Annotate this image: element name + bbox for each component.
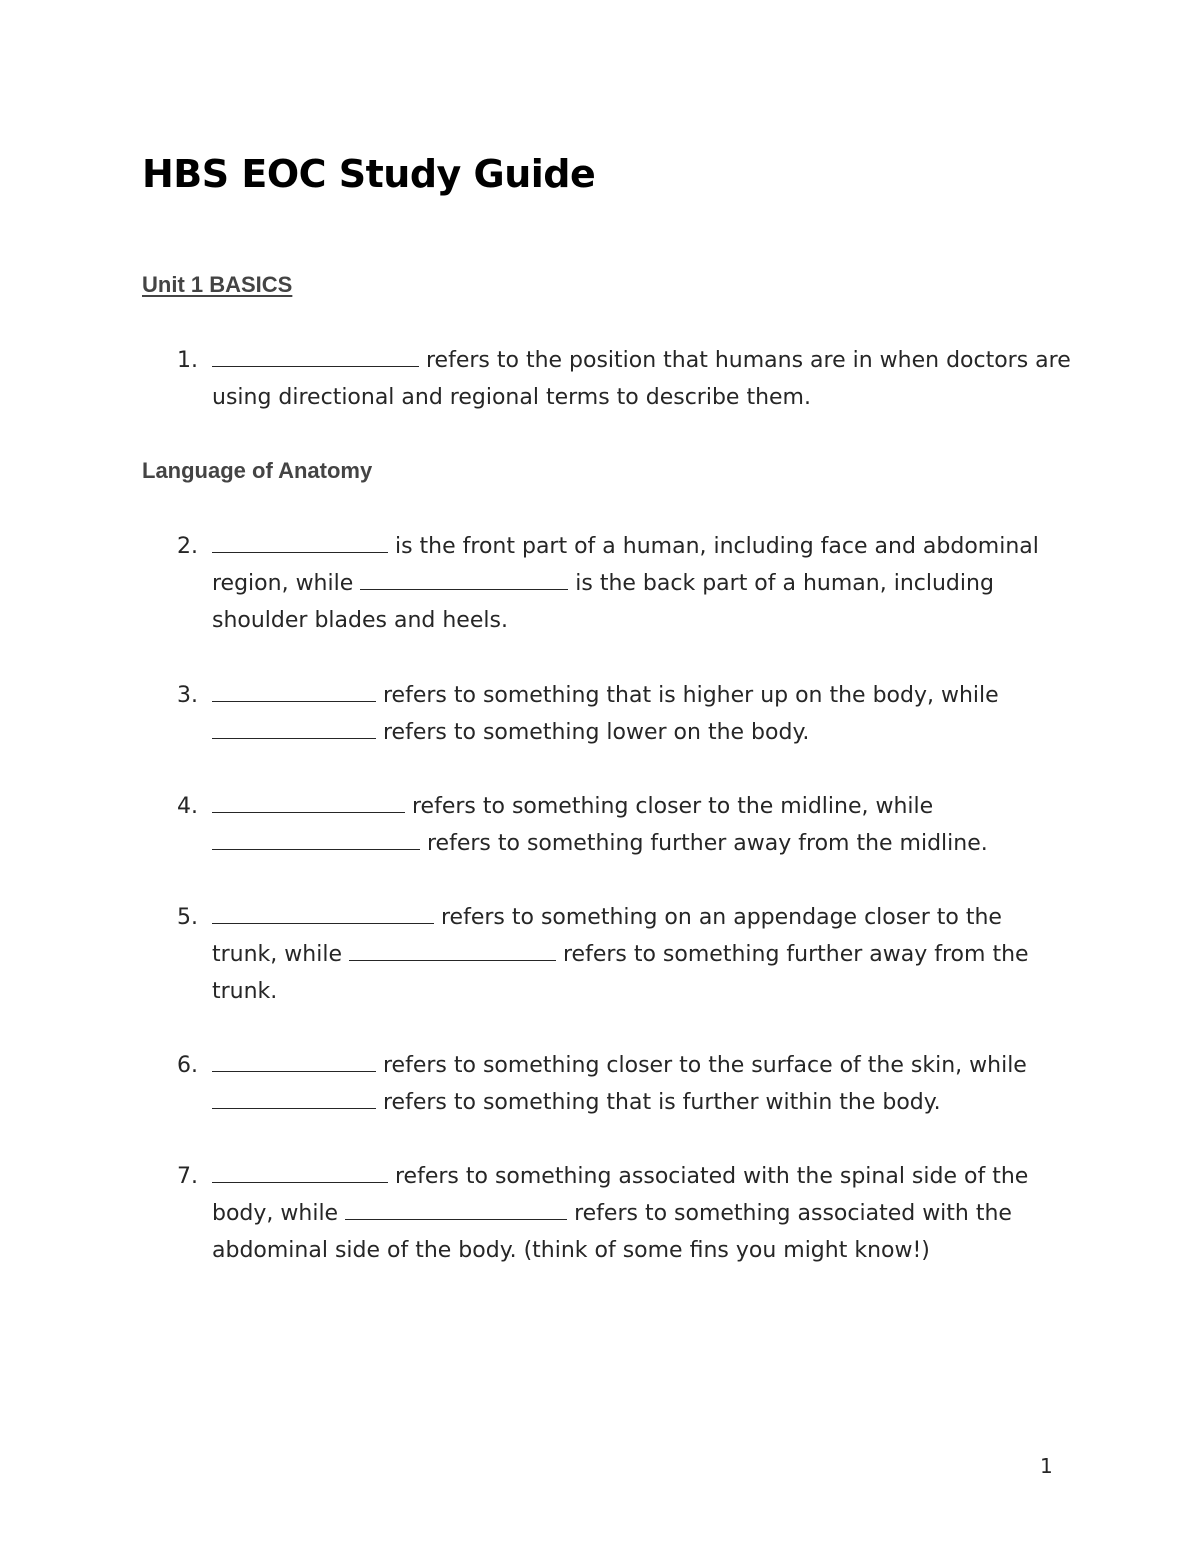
question-text-part: refers to something lower on the body. (376, 720, 810, 745)
question-text (212, 899, 1072, 1010)
question-number: 5. (177, 905, 198, 930)
answer-blank (212, 528, 388, 553)
question-text (212, 342, 1072, 416)
question-6 (142, 1047, 1072, 1121)
question-number: 4. (177, 794, 198, 819)
question-text-part: refers to something closer to the surface of the skin, while (376, 1053, 1027, 1078)
answer-blank (345, 1195, 567, 1220)
answer-blank (349, 936, 556, 961)
answer-blank (212, 899, 434, 924)
page-title: HBS EOC Study Guide (142, 152, 596, 196)
question-number: 3. (177, 683, 198, 708)
answer-blank (212, 677, 376, 702)
answer-blank (212, 825, 420, 850)
answer-blank (212, 1084, 376, 1109)
answer-blank (212, 714, 376, 739)
answer-blank (360, 565, 568, 590)
section-heading: Language of Anatomy (142, 458, 373, 483)
question-number: 1. (177, 348, 198, 373)
unit-heading: Unit 1 BASICS (142, 272, 293, 297)
question-number: 7. (177, 1164, 198, 1189)
question-text-part: refers to something further away from the trunk. (212, 942, 1029, 1004)
question-2 (142, 528, 1072, 639)
question-5 (142, 899, 1072, 1010)
answer-blank (212, 342, 419, 367)
question-text-part: refers to something on an appendage closer to the trunk, while (212, 905, 1002, 967)
question-text-part: refers to something associated with the abdominal side of the body. (think of some fins you might know!) (212, 1201, 1012, 1263)
question-text-part: refers to something that is further within the body. (376, 1090, 941, 1115)
question-text (212, 1158, 1072, 1269)
answer-blank (212, 1158, 388, 1183)
question-text (212, 788, 1072, 862)
question-text (212, 677, 1072, 751)
question-text-part: refers to something further away from the midline. (420, 831, 988, 856)
answer-blank (212, 1047, 376, 1072)
question-text-part: is the back part of a human, including shoulder blades and heels. (212, 571, 994, 633)
question-text-part: is the front part of a human, including face and abdominal region, while (212, 534, 1039, 596)
question-text-part: refers to something that is higher up on the body, while (376, 683, 999, 708)
question-text (212, 1047, 1072, 1121)
question-text (212, 528, 1072, 639)
question-1 (142, 342, 1072, 416)
question-3 (142, 677, 1072, 751)
answer-blank (212, 788, 405, 813)
question-4 (142, 788, 1072, 862)
question-text-part: refers to something associated with the spinal side of the body, while (212, 1164, 1029, 1226)
question-number: 2. (177, 534, 198, 559)
question-text-part: refers to something closer to the midline, while (405, 794, 934, 819)
page-number: 1 (1040, 1454, 1053, 1478)
question-number: 6. (177, 1053, 198, 1078)
question-text-part: refers to the position that humans are in when doctors are using directional and regional terms to describe them. (212, 348, 1071, 410)
question-7 (142, 1158, 1072, 1269)
